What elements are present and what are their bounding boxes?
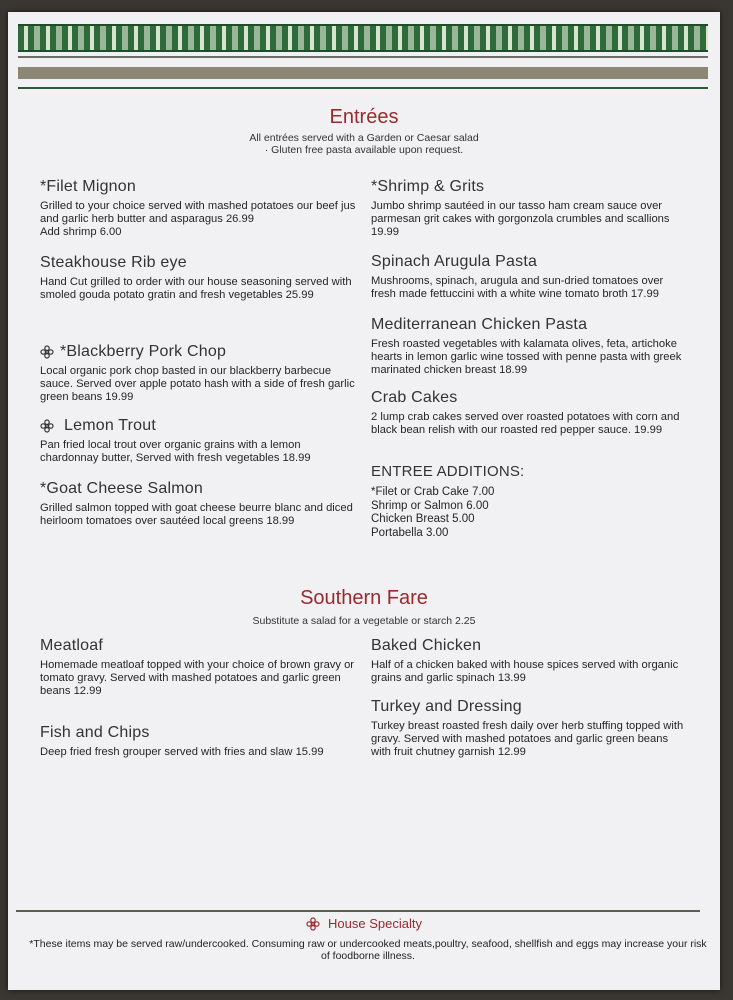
flower-icon (40, 345, 54, 359)
item-name: Turkey and Dressing (371, 698, 522, 715)
item-description: Grilled salmon topped with goat cheese beurre blanc and diced heirloom tomatoes over sautéed local greens 18.99 (40, 502, 353, 527)
item-extra: Add shrimp 6.00 (40, 226, 122, 238)
menu-item-rib-eye (40, 254, 360, 302)
menu-item-turkey-and-dressing (371, 698, 691, 759)
menu-item-goat-cheese-salmon (40, 480, 360, 528)
item-description: Turkey breast roasted fresh daily over herb stuffing topped with gravy. Served with mashed potatoes and garlic green beans with fruit chutney garnish 12.99 (371, 720, 684, 758)
divider-line (18, 56, 708, 58)
southern-fare-subtitle: Substitute a salad for a vegetable or starch 2.25 (252, 615, 476, 627)
item-description: Jumbo shrimp sautéed in our tasso ham cream sauce over parmesan grit cakes with gorgonzola crumbles and scallions 19.99 (371, 200, 670, 238)
item-name: *Goat Cheese Salmon (40, 480, 204, 497)
additions-list (371, 486, 691, 540)
menu-item-filet-mignon (40, 178, 360, 239)
entrees-title: Entrées (329, 106, 399, 128)
addition-item: *Filet or Crab Cake 7.00 (371, 486, 495, 498)
menu-item-baked-chicken (371, 637, 691, 685)
item-name: Fish and Chips (40, 724, 150, 741)
addition-item: Portabella 3.00 (371, 526, 449, 539)
entrees-subtitle-1: All entrées served with a Garden or Caesar salad (249, 132, 479, 144)
menu-page (8, 12, 720, 990)
flower-icon (40, 419, 54, 433)
item-description: Half of a chicken baked with house spices served with organic grains and garlic spinach 13.99 (371, 659, 679, 684)
item-description: Pan fried local trout over organic grains with a lemon chardonnay butter, Served with fresh vegetables 18.99 (40, 439, 311, 464)
decorative-band (18, 67, 708, 79)
entrees-subtitle-2: · Gluten free pasta available upon request. (264, 144, 464, 156)
addition-item: Chicken Breast 5.00 (371, 513, 475, 525)
item-description: Fresh roasted vegetables with kalamata olives, feta, artichoke hearts in lemon garlic wine tossed with penne pasta with greek marinated chicken breast 18.99 (371, 338, 682, 376)
item-name: Lemon Trout (64, 417, 157, 434)
decorative-border-pattern (18, 24, 708, 52)
item-description: 2 lump crab cakes served over roasted potatoes with corn and black bean relish with our roasted red pepper sauce. 19.99 (371, 411, 680, 436)
menu-item-pork-chop (40, 343, 360, 404)
additions-title: ENTREE ADDITIONS: (371, 463, 525, 480)
item-name: Steakhouse Rib eye (40, 254, 187, 271)
menu-item-mediterranean-chicken-pasta (371, 316, 691, 377)
item-description: Deep fried fresh grouper served with fries and slaw 15.99 (40, 746, 324, 758)
item-description: Homemade meatloaf topped with your choice of brown gravy or tomato gravy. Served with mashed potatoes and garlic green beans 12.99 (40, 659, 355, 697)
house-specialty-legend (8, 916, 720, 931)
item-name: Spinach Arugula Pasta (371, 253, 538, 270)
item-name: Crab Cakes (371, 389, 458, 406)
item-name: *Blackberry Pork Chop (60, 343, 227, 360)
menu-item-shrimp-grits (371, 178, 691, 239)
item-description: Local organic pork chop basted in our blackberry barbecue sauce. Served over apple potato hash with a side of fresh garlic green beans 19.99 (40, 365, 355, 403)
addition-item: Shrimp or Salmon 6.00 (371, 499, 489, 512)
menu-item-fish-and-chips (40, 724, 360, 759)
item-name: Meatloaf (40, 637, 103, 654)
item-name: *Filet Mignon (40, 178, 136, 195)
menu-item-crab-cakes (371, 389, 691, 437)
flower-icon (306, 917, 320, 931)
entree-additions (371, 463, 691, 540)
footer-divider (16, 910, 700, 912)
item-name: Baked Chicken (371, 637, 482, 654)
southern-fare-title: Southern Fare (300, 587, 428, 609)
menu-item-lemon-trout (40, 417, 360, 465)
item-description: Grilled to your choice served with mashed potatoes our beef jus and garlic herb butter and asparagus 26.99 (40, 200, 356, 225)
item-description: Hand Cut grilled to order with our house seasoning served with smoled gouda potato gratin and fresh vegetables 25.99 (40, 276, 352, 301)
item-description: Mushrooms, spinach, arugula and sun-dried tomatoes over fresh made fettuccini with a white wine tomato broth 17.99 (371, 275, 664, 300)
menu-item-meatloaf (40, 637, 360, 698)
divider-line (18, 87, 708, 89)
raw-food-disclaimer: *These items may be served raw/undercooked. Consuming raw or undercooked meats,poultry, seafood, shellfish and eggs may increase your risk of foodborne illness. (29, 938, 707, 962)
item-name: Mediterranean Chicken Pasta (371, 316, 588, 333)
item-name: *Shrimp & Grits (371, 178, 485, 195)
menu-item-spinach-arugula-pasta (371, 253, 691, 301)
legend-label: House Specialty (328, 916, 422, 931)
